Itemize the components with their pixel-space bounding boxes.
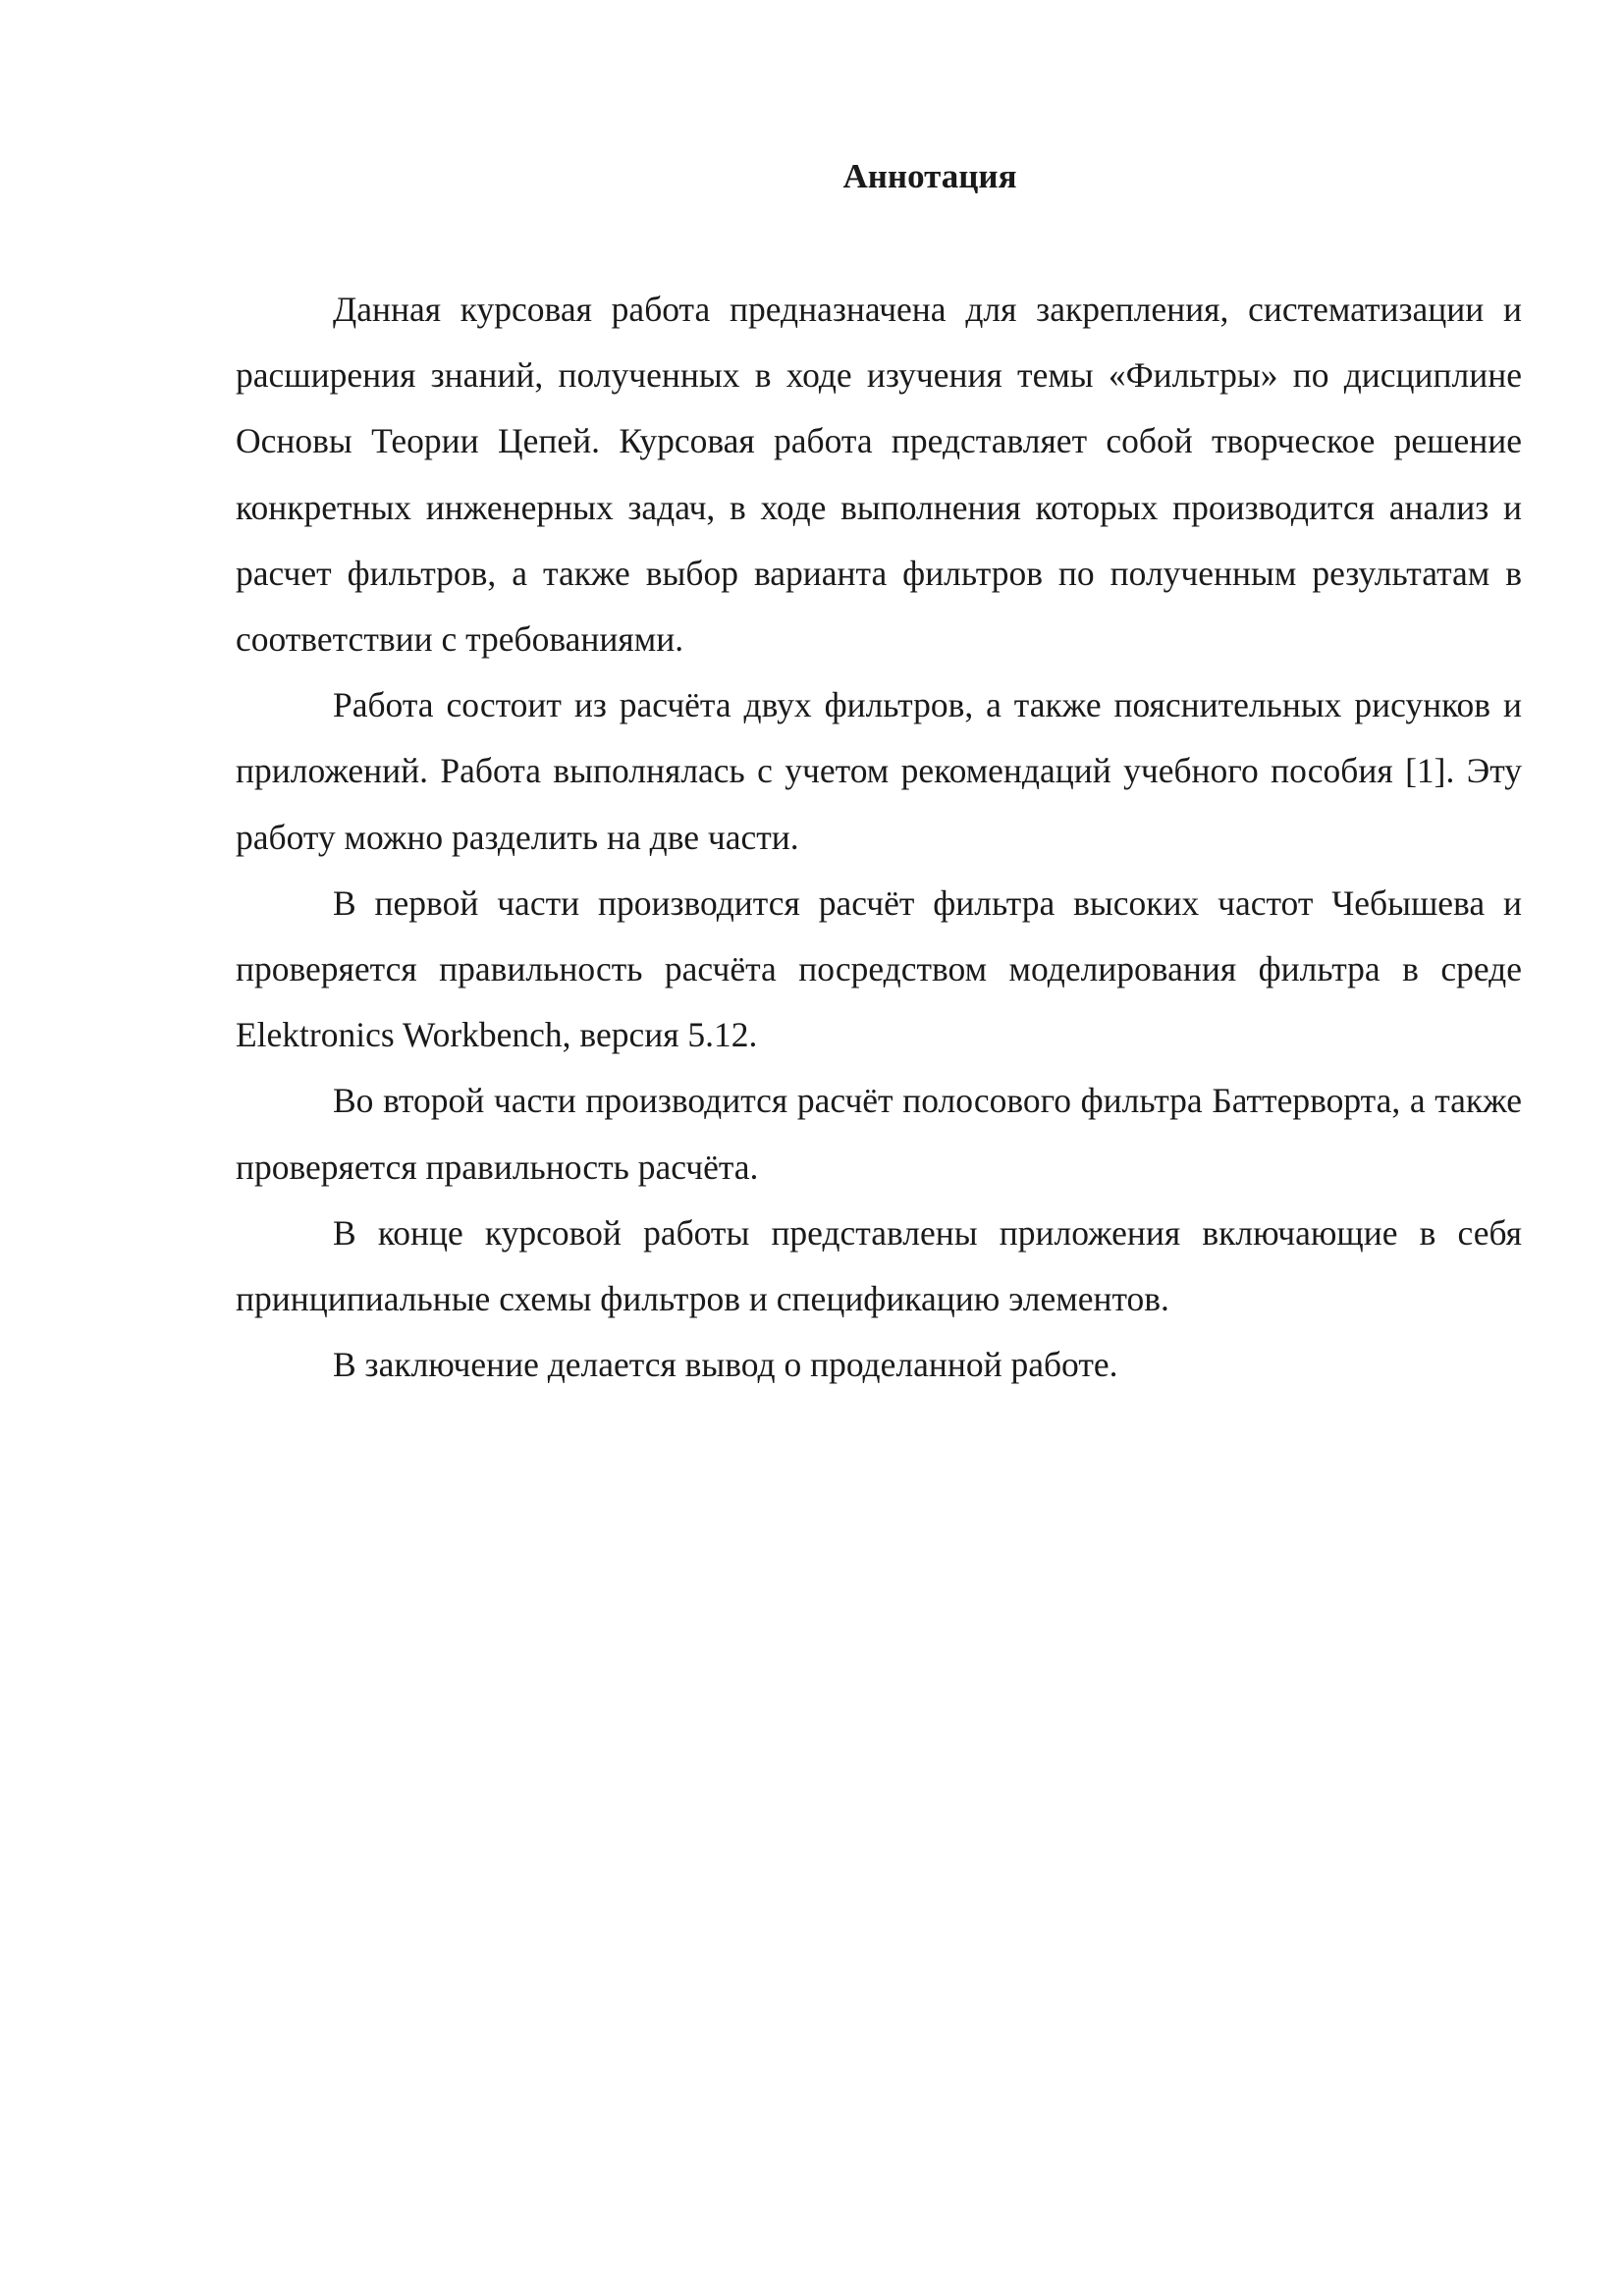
paragraph-conclusion: В заключение делается вывод о проделанной работе. — [333, 1345, 1118, 1385]
paragraph-part-one: В первой части производится расчёт фильтра высоких частот Чебышева и проверяется правильность расчёта посредством моделирования фильтра в среде Elektronics Workbench, версия 5.12. — [236, 882, 1522, 1055]
paragraph-part-two: Во второй части производится расчёт полосового фильтра Баттерворта, а также проверяется правильность расчёта. — [236, 1081, 1522, 1187]
page-title: Аннотация — [842, 157, 1017, 195]
paragraph-purpose: Данная курсовая работа предназначена для закрепления, систематизации и расширения знаний, полученных в ходе изучения темы «Фильтры» по дисциплине Основы Теории Цепей. Курсовая работа представляет собой творческое решение конкретных инженерных задач, в ходе выполнения которых производится анализ и расчет фильтров, а также выбор варианта фильтров по полученным результатам в соответствии с требованиями. — [236, 290, 1522, 660]
paragraph-appendices: В конце курсовой работы представлены приложения включающие в себя принципиальные схемы фильтров и спецификацию элементов. — [236, 1212, 1522, 1319]
paragraph-structure: Работа состоит из расчёта двух фильтров, а также пояснительных рисунков и приложений. Работа выполнялась с учетом рекомендаций учебного пособия [1]. Эту работу можно разделить на две части. — [236, 685, 1522, 857]
annotation-body — [236, 277, 1522, 1398]
